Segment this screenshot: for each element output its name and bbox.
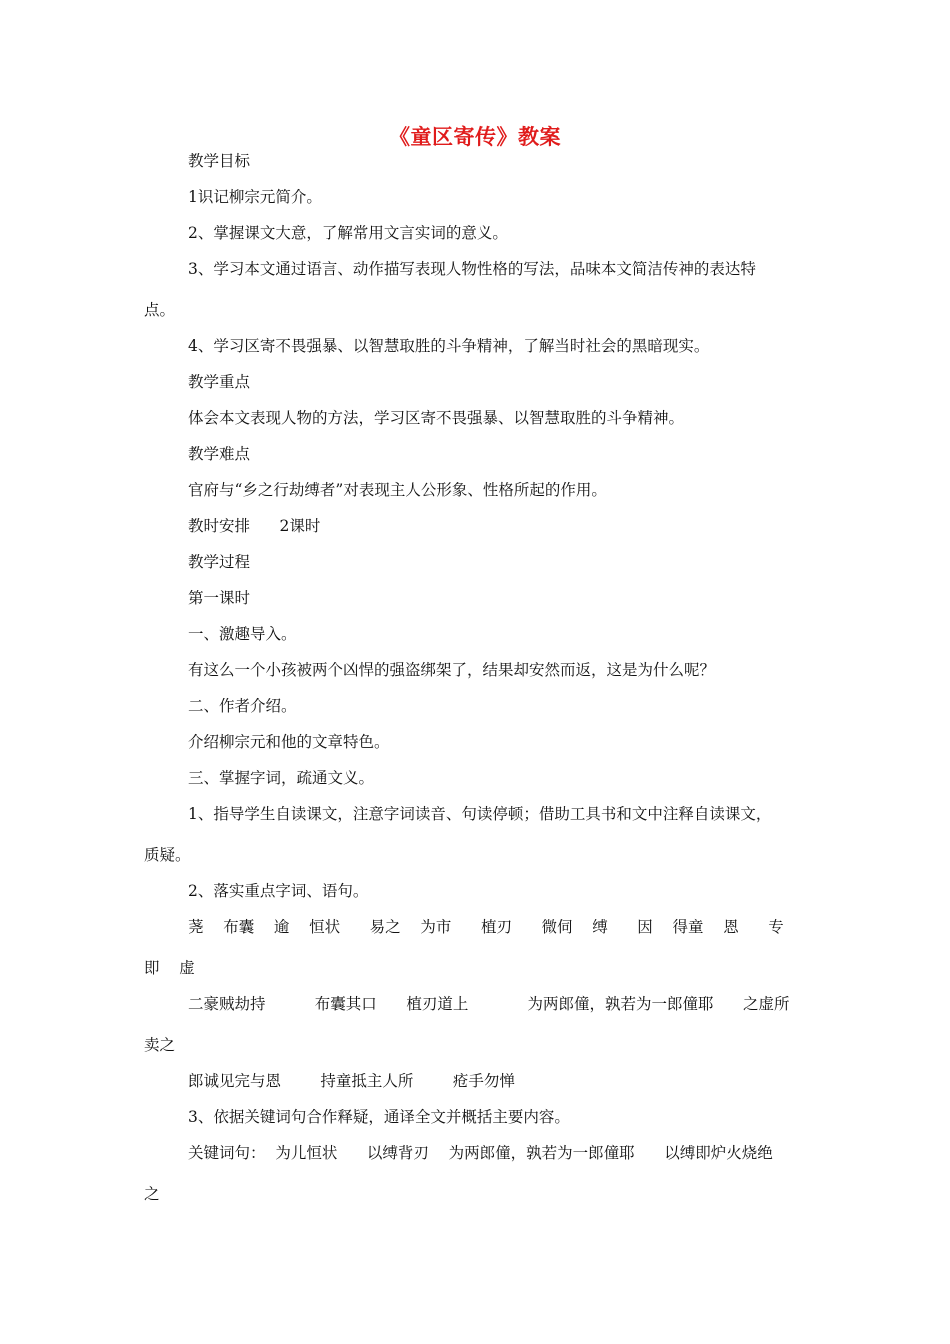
step-1-text: 有这么一个小孩被两个凶悍的强盗绑架了，结果却安然而返，这是为什么呢？ — [188, 661, 716, 679]
goal-item-3-continued: 点。 — [144, 301, 176, 319]
heading-process: 教学过程 — [188, 553, 251, 571]
step-1-heading: 一、激趣导入。 — [188, 625, 297, 643]
heading-key-points: 教学重点 — [188, 373, 251, 391]
goal-item-4: 4、学习区寄不畏强暴、以智慧取胜的斗争精神，了解当时社会的黑暗现实。 — [188, 337, 710, 355]
vocab-list: 荛 布囊 逾 恒状 易之 为市 植刃 微伺 缚 因 得童 恩 专 — [188, 918, 784, 936]
heading-first-lesson: 第一课时 — [188, 589, 251, 607]
step-2-text: 介绍柳宗元和他的文章特色。 — [188, 733, 390, 751]
key-sentences-continued: 之 — [144, 1185, 160, 1203]
class-schedule: 教时安排 2课时 — [188, 517, 321, 535]
step-3-item-3: 3、依据关键词句合作释疑，通译全文并概括主要内容。 — [188, 1108, 570, 1126]
key-sentences: 关键词句： 为儿恒状 以缚背刃 为两郎僮，孰若为一郎僮耶 以缚即炉火烧绝 — [188, 1144, 773, 1162]
step-3-item-1-continued: 质疑。 — [144, 846, 191, 864]
phrase-list-2: 郎诚见完与恩 持童抵主人所 疮手勿惮 — [188, 1072, 515, 1090]
goal-item-2: 2、掌握课文大意，了解常用文言实词的意义。 — [188, 224, 508, 242]
step-3-heading: 三、掌握字词，疏通文义。 — [188, 769, 375, 787]
phrase-list: 二豪贼劫持 布囊其口 植刃道上 为两郎僮，孰若为一郎僮耶 之虚所 — [188, 995, 790, 1013]
phrase-list-continued: 卖之 — [144, 1036, 176, 1054]
step-3-item-1: 1、指导学生自读课文，注意字词读音、句读停顿；借助工具书和文中注释自读课文， — [188, 805, 772, 823]
document-title: 《童区寄传》教案 — [389, 125, 561, 149]
heading-difficulties: 教学难点 — [188, 445, 251, 463]
heading-teaching-goals: 教学目标 — [188, 152, 251, 170]
key-points-text: 体会本文表现人物的方法，学习区寄不畏强暴、以智慧取胜的斗争精神。 — [188, 409, 685, 427]
step-3-item-2: 2、落实重点字词、语句。 — [188, 882, 369, 900]
vocab-list-continued: 即 虚 — [144, 959, 195, 977]
goal-item-3: 3、学习本文通过语言、动作描写表现人物性格的写法，品味本文简洁传神的表达特 — [188, 260, 756, 278]
step-2-heading: 二、作者介绍。 — [188, 697, 297, 715]
goal-item-1: 1识记柳宗元简介。 — [188, 188, 322, 206]
difficulties-text: 官府与“乡之行劫缚者”对表现主人公形象、性格所起的作用。 — [188, 481, 607, 499]
